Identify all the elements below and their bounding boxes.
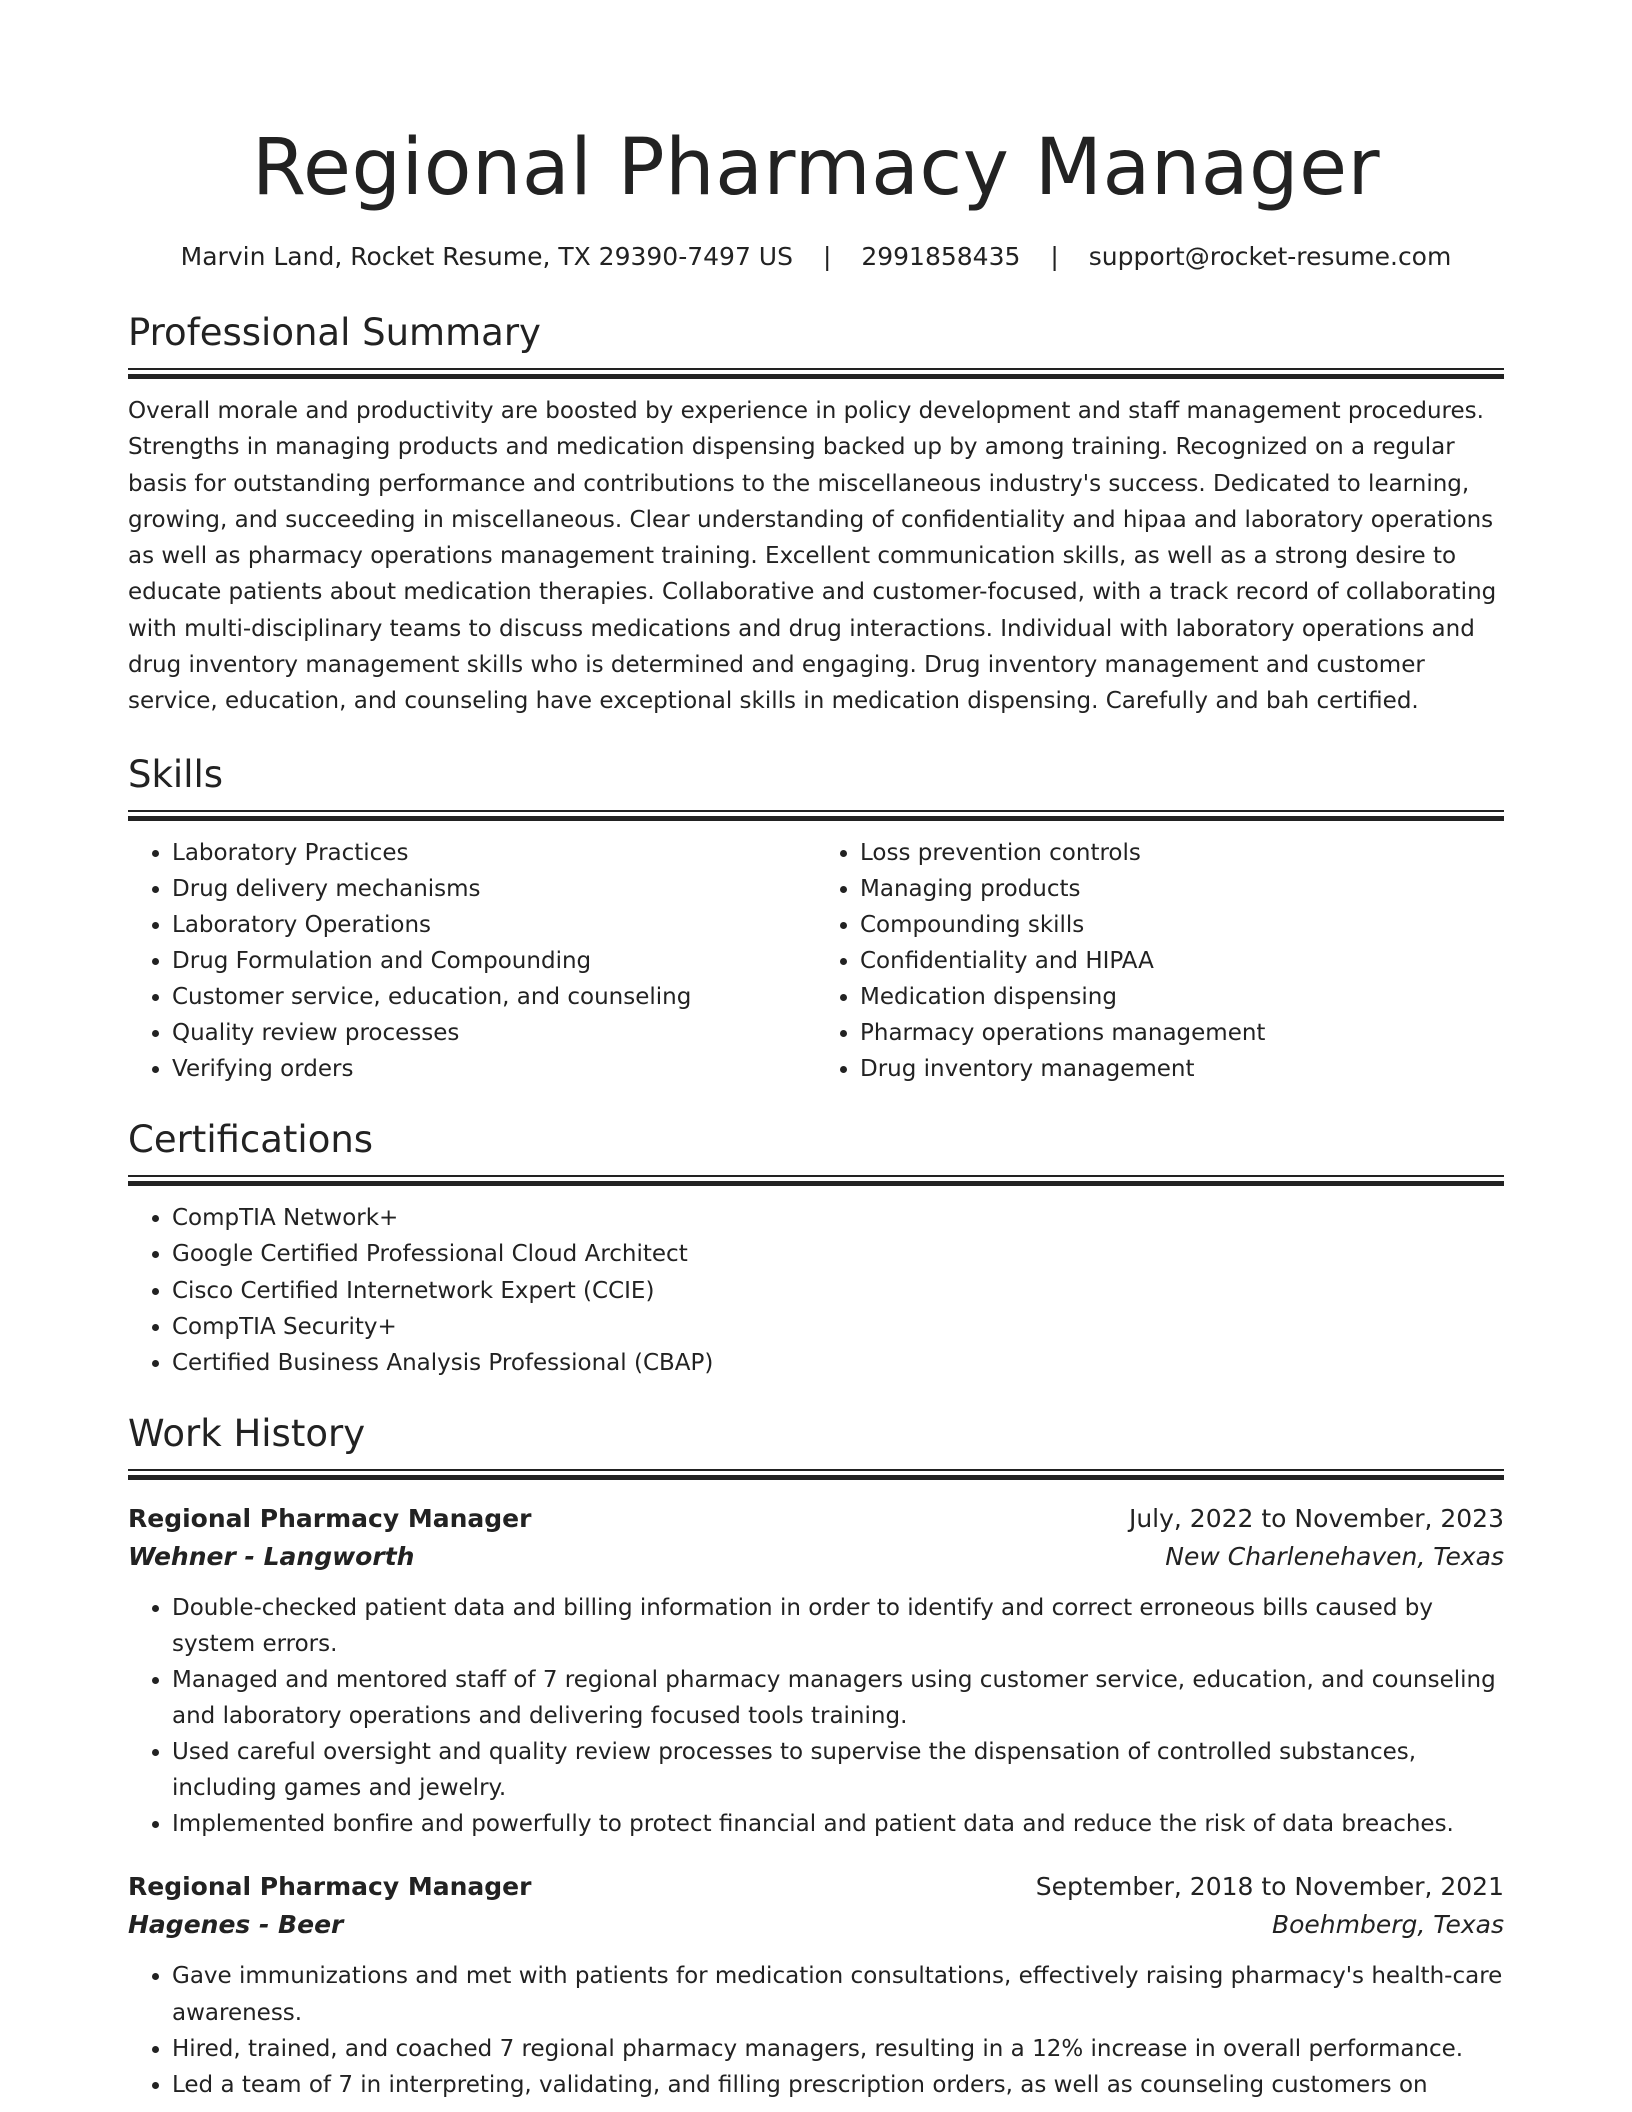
list-item: • Gave immunizations and met with patients for medication consultations, effectively raising pharmacy's health-care awareness. [172,1958,1504,2030]
job-bullets [128,1590,1504,1843]
list-item: • Confidentiality and HIPAA [860,943,1504,979]
section-divider [128,810,1504,821]
list-item: • Managing products [860,871,1504,907]
list-item: • CompTIA Security+ [172,1309,1504,1345]
list-item: • Quality review processes [172,1015,816,1051]
job-subheader [128,1538,1504,1576]
section-title-work-history: Work History [128,1411,366,1455]
job-title: Regional Pharmacy Manager [128,1872,532,1902]
resume-page [128,118,1504,2103]
section-divider [128,368,1504,379]
contact-email: support@rocket-resume.com [1088,242,1452,271]
job-dates: July, 2022 to November, 2023 [1128,1503,1504,1533]
list-item: • Pharmacy operations management [860,1015,1504,1051]
contact-phone: 2991858435 [861,242,1021,271]
list-item: • Loss prevention controls [860,835,1504,871]
section-title-summary: Professional Summary [128,311,541,354]
list-item: • Implemented bonfire and powerfully to protect financial and patient data and reduce the risk of data breaches. [172,1806,1504,1842]
job-entry [128,1868,1504,2102]
list-item: • Cisco Certified Internetwork Expert (CCIE) [172,1273,1504,1309]
list-item: • Drug Formulation and Compounding [172,943,816,979]
list-item: • Double-checked patient data and billing information in order to identify and correct erroneous bills caused by system errors. [172,1590,1504,1662]
job-bullets [128,1958,1504,2102]
list-item: • Drug delivery mechanisms [172,871,816,907]
summary-section [128,308,1504,720]
contact-address: Marvin Land, Rocket Resume, TX 29390-7497 US [180,242,793,271]
skills-list-left [128,835,816,1088]
summary-text: Overall morale and productivity are boosted by experience in policy development and staff management procedures. Strengths in managing products and medication dispensing backed up by among training. Recognized on a regular basis for outstanding performance and contributions to the miscellaneous industry's success. Dedicated to learning, growing, and succeeding in miscellaneous. Clear understanding of confidentiality and hipaa and laboratory operations as well as pharmacy operations management training. Excellent communication skills, as well as a strong desire to educate patients about medication therapies. Collaborative and customer-focused, with a track record of collaborating with multi-disciplinary teams to discuss medications and drug interactions. Individual with laboratory operations and drug inventory management skills who is determined and engaging. Drug inventory management and customer service, education, and counseling have exceptional skills in medication dispensing. Carefully and bah certified. [128,398,1497,715]
contact-line [128,240,1504,274]
job-header [128,1500,1504,1538]
job-header [128,1868,1504,1906]
list-item: • Certified Business Analysis Professional (CBAP) [172,1345,1504,1381]
list-item: • Drug inventory management [860,1051,1504,1087]
contact-separator: | [822,242,832,271]
resume-title: Regional Pharmacy Manager [251,123,1381,213]
job-title: Regional Pharmacy Manager [128,1503,532,1533]
list-item: • Hired, trained, and coached 7 regional pharmacy managers, resulting in a 12% increase in overall performance. [172,2031,1504,2067]
list-item: • Managed and mentored staff of 7 regional pharmacy managers using customer service, education, and counseling and laboratory operations and delivering focused tools training. [172,1662,1504,1734]
list-item: • Medication dispensing [860,979,1504,1015]
skills-list-right [816,835,1504,1088]
job-entry [128,1500,1504,1843]
list-item: • Google Certified Professional Cloud Architect [172,1236,1504,1272]
job-dates: September, 2018 to November, 2021 [1035,1872,1504,1902]
list-item: • Laboratory Operations [172,907,816,943]
certifications-section [128,1115,1504,1380]
list-item: • Led a team of 7 in interpreting, validating, and filling prescription orders, as well as counseling customers on [172,2067,1504,2103]
section-divider [128,1175,1504,1186]
skills-section [128,750,1504,1088]
section-title-skills: Skills [128,752,224,796]
skills-columns [128,835,1504,1088]
job-location: New Charlenehaven, Texas [1165,1541,1504,1571]
certifications-list [128,1200,1504,1380]
list-item: • Laboratory Practices [172,835,816,871]
job-location: Boehmberg, Texas [1271,1910,1504,1940]
list-item: • Compounding skills [860,907,1504,943]
work-history-section [128,1409,1504,2103]
contact-separator: | [1050,242,1059,271]
list-item: • Verifying orders [172,1051,816,1087]
section-divider [128,1469,1504,1480]
job-company: Hagenes - Beer [128,1910,344,1940]
section-title-certifications: Certifications [128,1118,374,1162]
job-subheader [128,1906,1504,1944]
list-item: • Customer service, education, and counseling [172,979,816,1015]
job-company: Wehner - Langworth [128,1541,415,1571]
list-item: • CompTIA Network+ [172,1200,1504,1236]
list-item: • Used careful oversight and quality review processes to supervise the dispensation of controlled substances, including games and jewelry. [172,1734,1504,1806]
